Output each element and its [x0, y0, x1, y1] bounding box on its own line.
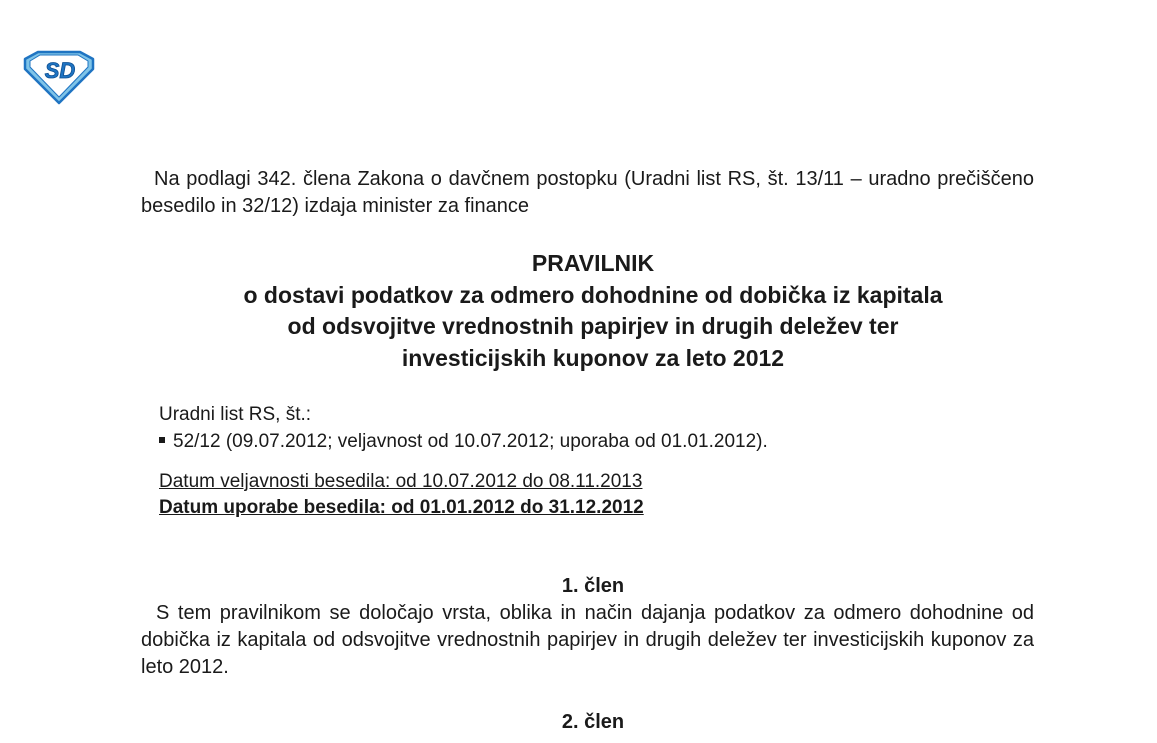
gazette-entry: [159, 428, 768, 455]
title-line-4: investicijskih kuponov za leto 2012: [401, 344, 785, 371]
article-1-text: S tem pravilnikom se določajo vrsta, oblika in način dajanja podatkov za odmero dohodnine od dobička iz kapitala od odsvojitve vrednostnih papirjev in drugih deležev ter investicijskih kuponov za leto 2012.: [141, 602, 1034, 678]
article-2-heading: 2. člen: [561, 711, 625, 733]
bullet-icon: [159, 437, 165, 443]
article-1-heading: 1. člen: [561, 575, 625, 597]
title-line-1: PRAVILNIK: [531, 250, 655, 276]
gazette-label: Uradni list RS, št.:: [159, 404, 312, 425]
validity-date: Datum veljavnosti besedila: od 10.07.2012 do 08.11.2013: [159, 471, 643, 492]
sd-logo: [22, 49, 96, 105]
use-date: Datum uporabe besedila: od 01.01.2012 do 31.12.2012: [159, 497, 644, 518]
gazette-entry-text: 52/12 (09.07.2012; veljavnost od 10.07.2012; uporaba od 01.01.2012).: [173, 431, 768, 452]
title-line-3: od odsvojitve vrednostnih papirjev in drugih deležev ter: [287, 313, 899, 339]
intro-paragraph: Na podlagi 342. člena Zakona o davčnem postopku (Uradni list RS, št. 13/11 – uradno prečiščeno besedilo in 32/12) izdaja minister za finance: [141, 168, 1034, 217]
document-title: [141, 248, 1045, 374]
title-line-2: o dostavi podatkov za odmero dohodnine od dobička iz kapitala: [243, 281, 943, 308]
svg-text:SD: SD: [44, 58, 76, 83]
